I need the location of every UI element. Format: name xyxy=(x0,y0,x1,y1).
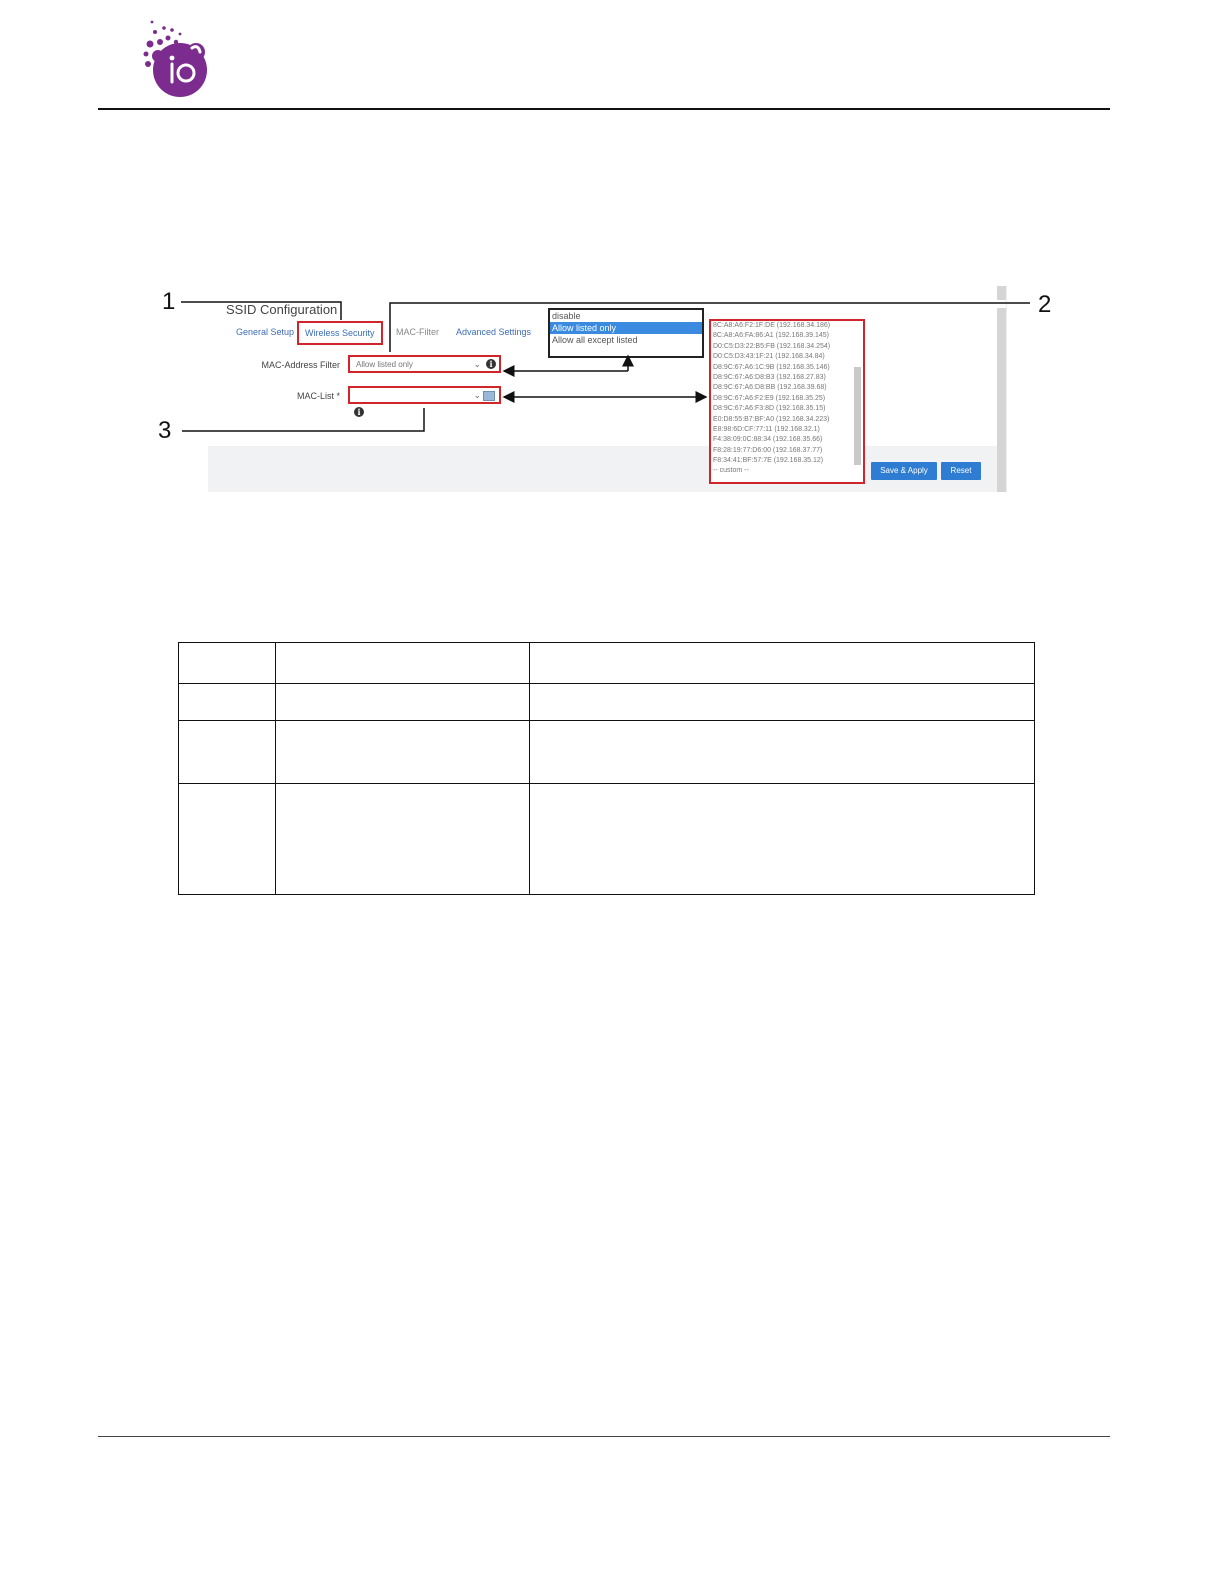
list-item[interactable]: F8:28:19:77:D6:00 (192.168.37.77) xyxy=(713,446,823,454)
list-item[interactable]: E0:D8:55:B7:BF:A0 (192.168.34.223) xyxy=(713,415,830,423)
list-item[interactable]: D8:9C:67:A6:D8:B3 (192.168.27.83) xyxy=(713,373,826,381)
tab-wireless-security[interactable]: Wireless Security xyxy=(297,321,383,345)
list-item[interactable]: F8:34:41:BF:57:7E (192.168.35.12) xyxy=(713,457,824,465)
list-item[interactable]: D8:9C:67:A6:1C:9B (192.168.35.146) xyxy=(713,363,830,371)
page-title: SSID Configuration xyxy=(226,302,338,317)
table-cell xyxy=(275,642,530,684)
chevron-down-icon: ⌄ xyxy=(473,390,481,400)
list-item[interactable]: 8C:A8:A6:F2:1F:DE (192.168.34.186) xyxy=(713,322,831,329)
table-cell xyxy=(529,683,1035,721)
table-cell xyxy=(275,683,530,721)
chevron-down-icon: ⌄ xyxy=(473,359,481,369)
table-cell xyxy=(275,720,530,784)
table-cell xyxy=(178,720,276,784)
table-cell xyxy=(529,783,1035,895)
option-allow-listed-only[interactable]: Allow listed only xyxy=(550,322,702,334)
table-cell xyxy=(178,683,276,721)
callout-2: 2 xyxy=(1038,291,1052,318)
callout-3: 3 xyxy=(158,417,172,444)
mac-list-label: MAC-List * xyxy=(296,391,340,401)
option-disable[interactable]: disable xyxy=(552,311,581,321)
list-item[interactable]: D8:9C:67:A6:D8:BB (192.168.39.68) xyxy=(713,384,827,392)
list-item[interactable]: -- custom -- xyxy=(713,467,749,475)
reset-button[interactable]: Reset xyxy=(941,462,981,480)
table-cell xyxy=(178,642,276,684)
callout-1: 1 xyxy=(162,288,176,315)
tab-advanced-settings[interactable]: Advanced Settings xyxy=(456,327,532,337)
save-apply-button[interactable]: Save & Apply xyxy=(871,462,937,480)
table-cell xyxy=(529,642,1035,684)
table-cell xyxy=(178,783,276,895)
list-item[interactable]: E8:98:6D:CF:77:11 (192.168.32.1) xyxy=(713,425,820,433)
list-item[interactable]: D0:C5:D3:43:1F:21 (192.168.34.84) xyxy=(713,353,825,361)
table-cell xyxy=(529,720,1035,784)
list-item[interactable]: D0:C5:D3:22:B5:FB (192.168.34.254) xyxy=(713,342,831,350)
table-cell xyxy=(275,783,530,895)
info-icon[interactable]: i xyxy=(486,359,496,369)
tab-mac-filter[interactable]: MAC-Filter xyxy=(396,327,439,337)
tab-general-setup[interactable]: General Setup xyxy=(236,327,295,337)
mac-address-filter-label: MAC-Address Filter xyxy=(261,360,340,370)
option-allow-all-except-listed[interactable]: Allow all except listed xyxy=(552,335,638,345)
mac-address-filter-value: Allow listed only xyxy=(356,360,413,369)
list-item[interactable]: 8C:A8:A6:FA:86:A1 (192.168.39.145) xyxy=(713,332,829,340)
list-item[interactable]: F4:38:09:0C:88:34 (192.168.35.66) xyxy=(713,436,823,444)
list-item[interactable]: D8:9C:67:A6:F2:E9 (192.168.35.25) xyxy=(713,394,826,402)
list-item[interactable]: D8:9C:67:A6:F3:8D (192.168.35.15) xyxy=(713,405,826,413)
description-table xyxy=(178,642,1035,895)
footer-rule xyxy=(98,1436,1110,1437)
info-icon[interactable]: i xyxy=(354,407,364,417)
